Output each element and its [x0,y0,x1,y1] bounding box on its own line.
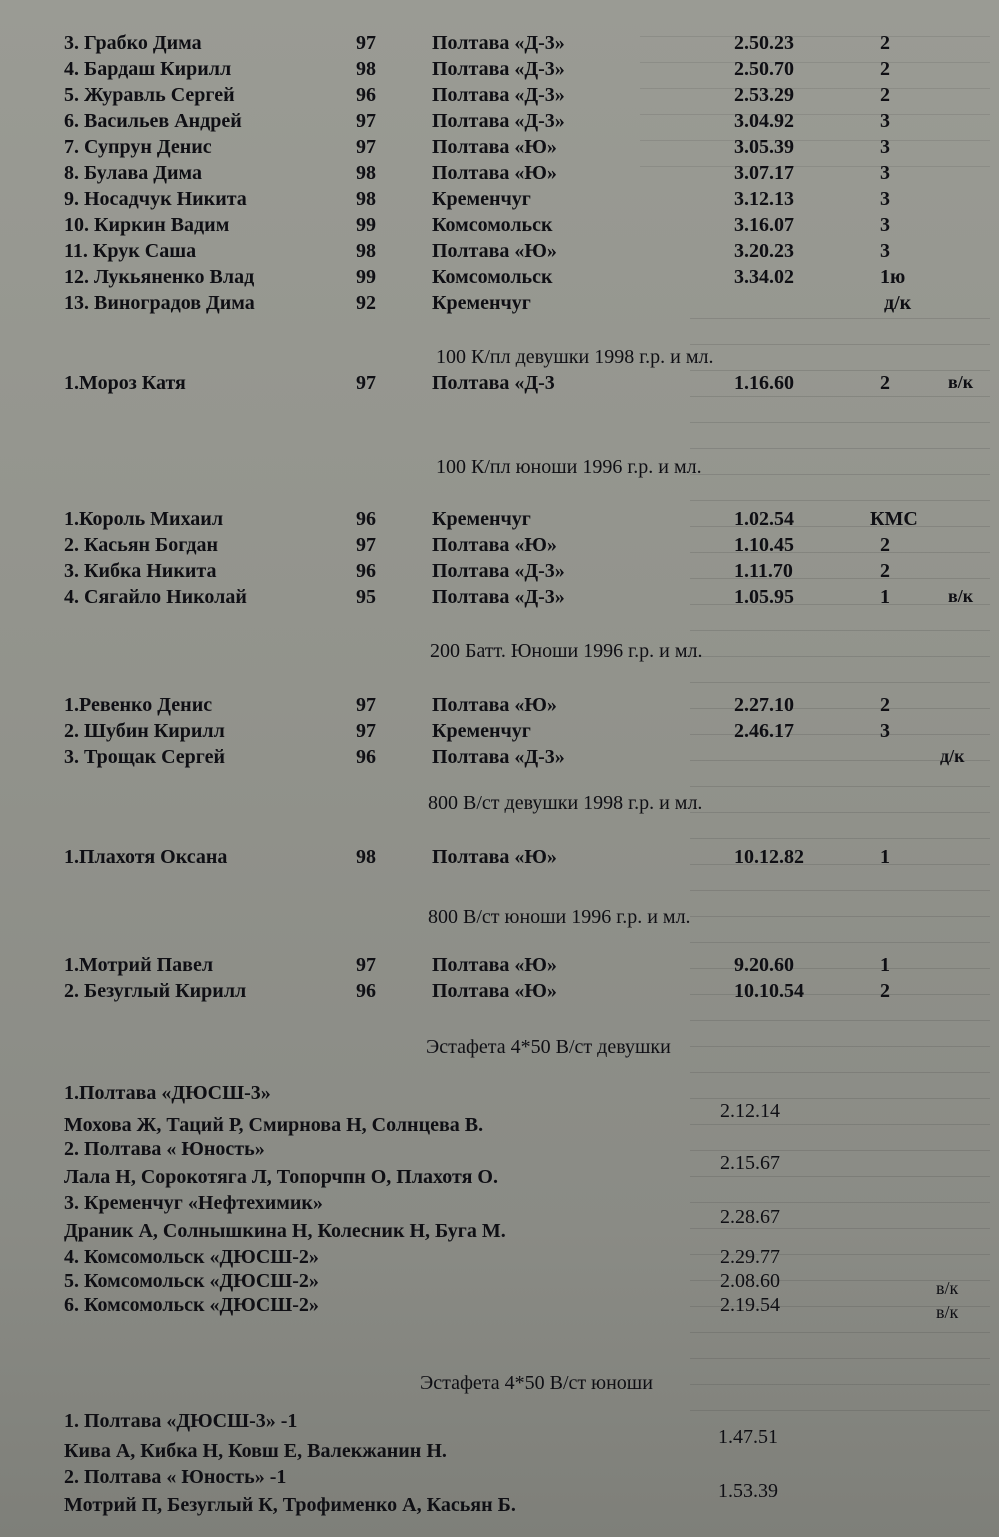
section-heading: 800 В/ст девушки 1998 г.р. и мл. [428,792,703,814]
result-rank: 1 [880,586,890,608]
result-rank: КМС [870,508,918,530]
result-name: 11. Крук Саша [64,240,197,262]
result-time: 1.05.95 [734,586,794,608]
result-club: Кременчуг [432,292,531,314]
result-club: Полтава «Ю» [432,162,557,184]
result-year: 97 [356,136,376,158]
result-club: Кременчуг [432,508,531,530]
result-rank: 2 [880,534,890,556]
relay-time: 1.53.39 [718,1480,778,1502]
result-row [0,110,999,136]
result-club: Кременчуг [432,720,531,742]
relay-time: 1.47.51 [718,1426,778,1448]
result-year: 97 [356,720,376,742]
result-year: 99 [356,266,376,288]
result-row [0,58,999,84]
result-name: 4. Бардаш Кирилл [64,58,232,80]
result-year: 99 [356,214,376,236]
result-name: 3. Грабко Дима [64,32,202,54]
result-row [0,136,999,162]
result-club: Полтава «Д-3» [432,32,565,54]
result-name: 3. Трощак Сергей [64,746,226,768]
relay-line: 4. Комсомольск «ДЮСШ-2» [64,1246,319,1268]
result-year: 98 [356,58,376,80]
result-time: 3.12.13 [734,188,794,210]
result-row [0,980,999,1006]
result-club: Полтава «Ю» [432,534,557,556]
result-name: 10. Киркин Вадим [64,214,230,236]
result-rank: 2 [880,560,890,582]
result-name: 2. Касьян Богдан [64,534,218,556]
relay-note: в/к [936,1278,959,1298]
result-club: Комсомольск [432,266,553,288]
result-rank: 1 [880,846,890,868]
result-club: Полтава «Д-3» [432,560,565,582]
relay-line: Лала Н, Сорокотяга Л, Топорчпн О, Плахотя О. [64,1166,498,1188]
result-row [0,266,999,292]
relay-line: Мохова Ж, Таций Р, Смирнова Н, Солнцева В. [64,1114,484,1136]
result-time: 3.04.92 [734,110,794,132]
result-row [0,240,999,266]
section-heading: 100 К/пл девушки 1998 г.р. и мл. [436,346,714,368]
result-club: Комсомольск [432,214,553,236]
result-name: 1.Король Михаил [64,508,224,530]
result-name: 3. Кибка Никита [64,560,217,582]
relay-line: 1. Полтава «ДЮСШ-3» -1 [64,1410,298,1432]
relay-heading: Эстафета 4*50 В/ст юноши [420,1372,653,1394]
result-year: 98 [356,240,376,262]
result-time: 3.16.07 [734,214,794,236]
result-year: 97 [356,110,376,132]
relay-line: 3. Кременчуг «Нефтехимик» [64,1192,323,1214]
result-club: Полтава «Ю» [432,136,557,158]
result-year: 96 [356,560,376,582]
result-name: 1.Ревенко Денис [64,694,213,716]
result-time: 2.53.29 [734,84,794,106]
section-heading: 800 В/ст юноши 1996 г.р. и мл. [428,906,691,928]
result-name: 1.Мотрий Павел [64,954,214,976]
result-rank: д/к [884,292,912,314]
result-name: 12. Лукьяненко Влад [64,266,255,288]
relay-time: 2.19.54 [720,1294,780,1316]
relay-line: 2. Полтава « Юность» [64,1138,265,1160]
result-name: 2. Шубин Кирилл [64,720,225,742]
result-time: 1.10.45 [734,534,794,556]
result-club: Полтава «Ю» [432,954,557,976]
result-year: 97 [356,534,376,556]
result-time: 1.02.54 [734,508,794,530]
result-row [0,694,999,720]
result-rank: 1ю [880,266,906,288]
result-row [0,188,999,214]
relay-note: в/к [936,1302,959,1322]
result-rank: 3 [880,162,890,184]
result-club: Полтава «Д-3» [432,110,565,132]
result-rank: 2 [880,694,890,716]
result-name: 6. Васильев Андрей [64,110,242,132]
result-rank: 3 [880,110,890,132]
result-year: 97 [356,954,376,976]
result-club: Полтава «Д-3» [432,58,565,80]
result-year: 92 [356,292,376,314]
result-row [0,214,999,240]
result-row [0,508,999,534]
result-year: 98 [356,188,376,210]
result-row [0,84,999,110]
relay-heading: Эстафета 4*50 В/ст девушки [426,1036,671,1058]
result-time: 2.50.23 [734,32,794,54]
result-name: 2. Безуглый Кирилл [64,980,247,1002]
result-time: 3.07.17 [734,162,794,184]
result-time: 1.11.70 [734,560,793,582]
result-row [0,372,999,398]
result-rank: 3 [880,214,890,236]
relay-line: Кива А, Кибка Н, Ковш Е, Валекжанин Н. [64,1440,447,1462]
result-club: Полтава «Д-3» [432,84,565,106]
result-note: в/к [948,372,974,392]
result-row [0,534,999,560]
result-rank: 2 [880,980,890,1002]
result-year: 97 [356,694,376,716]
result-name: 1.Мороз Катя [64,372,186,394]
result-club: Полтава «Д-3» [432,746,565,768]
result-row [0,560,999,586]
result-club: Кременчуг [432,188,531,210]
result-row [0,746,999,772]
result-club: Полтава «Д-3» [432,586,565,608]
result-row [0,586,999,612]
result-name: 1.Плахотя Оксана [64,846,228,868]
result-time: 2.27.10 [734,694,794,716]
result-year: 98 [356,162,376,184]
result-row [0,954,999,980]
result-year: 96 [356,980,376,1002]
relay-line: 5. Комсомольск «ДЮСШ-2» [64,1270,319,1292]
result-name: 9. Носадчук Никита [64,188,247,210]
result-time: 2.50.70 [734,58,794,80]
result-rank: 3 [880,136,890,158]
relay-line: 6. Комсомольск «ДЮСШ-2» [64,1294,319,1316]
result-time: 9.20.60 [734,954,794,976]
result-year: 98 [356,846,376,868]
relay-line: Драник А, Солнышкина Н, Колесник Н, Буга М. [64,1220,506,1242]
relay-time: 2.12.14 [720,1100,780,1122]
relay-time: 2.28.67 [720,1206,780,1228]
result-note: д/к [940,746,965,766]
result-name: 13. Виноградов Дима [64,292,255,314]
result-time: 1.16.60 [734,372,794,394]
result-row [0,292,999,318]
result-club: Полтава «Д-3 [432,372,555,394]
result-rank: 2 [880,84,890,106]
relay-line: Мотрий П, Безуглый К, Трофименко А, Касьян Б. [64,1494,516,1516]
result-rank: 2 [880,58,890,80]
result-time: 3.20.23 [734,240,794,262]
result-time: 10.10.54 [734,980,804,1002]
relay-time: 2.29.77 [720,1246,780,1268]
section-heading: 200 Батт. Юноши 1996 г.р. и мл. [430,640,703,662]
result-club: Полтава «Ю» [432,240,557,262]
result-year: 96 [356,84,376,106]
relay-time: 2.15.67 [720,1152,780,1174]
result-time: 10.12.82 [734,846,804,868]
result-time: 3.34.02 [734,266,794,288]
result-rank: 3 [880,240,890,262]
result-time: 2.46.17 [734,720,794,742]
result-year: 95 [356,586,376,608]
result-year: 97 [356,32,376,54]
result-row [0,32,999,58]
result-name: 7. Супрун Денис [64,136,212,158]
result-name: 5. Журавль Сергей [64,84,235,106]
relay-line: 2. Полтава « Юность» -1 [64,1466,287,1488]
result-rank: 3 [880,188,890,210]
result-note: в/к [948,586,974,606]
section-heading: 100 К/пл юноши 1996 г.р. и мл. [436,456,702,478]
result-club: Полтава «Ю» [432,980,557,1002]
result-rank: 2 [880,32,890,54]
result-rank: 2 [880,372,890,394]
result-club: Полтава «Ю» [432,846,557,868]
result-name: 8. Булава Дима [64,162,203,184]
result-year: 96 [356,746,376,768]
result-time: 3.05.39 [734,136,794,158]
result-year: 96 [356,508,376,530]
result-row [0,720,999,746]
result-rank: 3 [880,720,890,742]
result-name: 4. Сягайло Николай [64,586,247,608]
result-club: Полтава «Ю» [432,694,557,716]
relay-line: 1.Полтава «ДЮСШ-3» [64,1082,271,1104]
result-rank: 1 [880,954,890,976]
result-year: 97 [356,372,376,394]
result-row [0,162,999,188]
relay-time: 2.08.60 [720,1270,780,1292]
result-row [0,846,999,872]
